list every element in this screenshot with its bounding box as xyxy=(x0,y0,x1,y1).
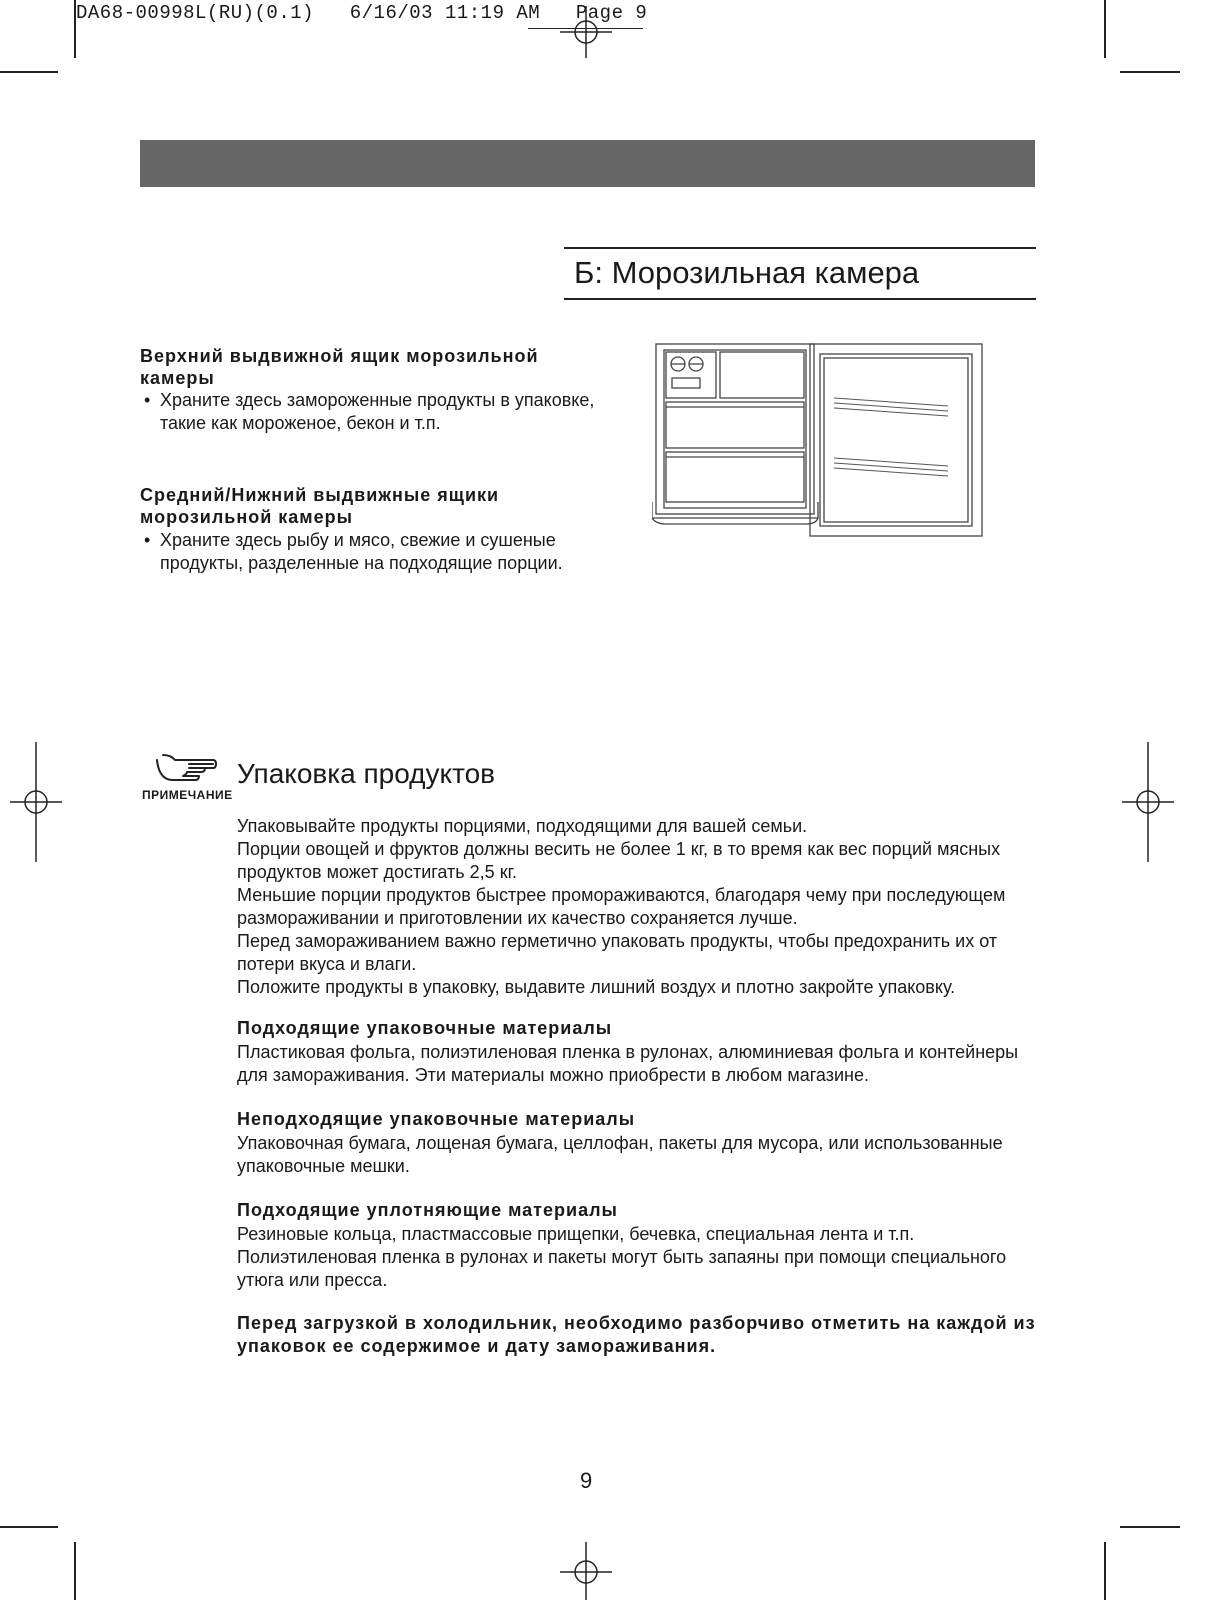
note-label: ПРИМЕЧАНИЕ xyxy=(142,788,233,802)
labeling-instruction: Перед загрузкой в холодильник, необходимо разборчиво отметить на каждой из упаковок ее содержимое и дату замораживания. xyxy=(237,1313,1036,1356)
header-bar xyxy=(140,140,1035,187)
top-drawer-text: Храните здесь замороженные продукты в упаковке, такие как мороженое, бекон и т.п. xyxy=(160,390,595,433)
registration-mark-left xyxy=(10,742,62,862)
print-slug: DA68-00998L(RU)(0.1) 6/16/03 11:19 AM Page 9 xyxy=(76,2,648,24)
suitable-materials-text: Пластиковая фольга, полиэтиленовая пленка в рулонах, алюминиевая фольга и контейнеры для замораживания. Эти материалы можно приобрести в любом магазине. xyxy=(237,1042,1019,1085)
mid-low-drawer-bullet xyxy=(140,529,600,575)
bullet-icon: • xyxy=(144,390,151,410)
section-rule-top xyxy=(564,247,1036,249)
suitable-materials-heading: Подходящие упаковочные материалы xyxy=(237,1018,613,1038)
section-title: Б: Морозильная камера xyxy=(574,255,920,290)
unsuitable-materials-heading: Неподходящие упаковочные материалы xyxy=(237,1109,636,1129)
packing-paragraph-5: Положите продукты в упаковку, выдавите лишний воздух и плотно закройте упаковку. xyxy=(237,977,956,997)
sealing-materials-text-1: Резиновые кольца, пластмассовые прищепки, бечевка, специальная лента и т.п. xyxy=(237,1224,915,1244)
packing-paragraph-1: Упаковывайте продукты порциями, подходящими для вашей семьи. xyxy=(237,816,808,836)
pointing-hand-icon xyxy=(155,752,217,786)
top-drawer-bullet xyxy=(140,389,600,435)
packing-title: Упаковка продуктов xyxy=(237,758,496,789)
unsuitable-materials-text: Упаковочная бумага, лощеная бумага, целлофан, пакеты для мусора, или использованные упаковочные мешки. xyxy=(237,1133,1003,1176)
slug-underline xyxy=(528,28,643,29)
mid-low-drawer-heading: Средний/Нижний выдвижные ящики морозильной камеры xyxy=(140,485,500,527)
top-drawer-heading: Верхний выдвижной ящик морозильной камеры xyxy=(140,346,539,388)
sealing-materials-heading: Подходящие уплотняющие материалы xyxy=(237,1200,618,1220)
packing-paragraph-3: Меньшие порции продуктов быстрее промораживаются, благодаря чему при последующем размораживании и приготовлении их качество сохраняется лучше. xyxy=(237,885,1006,928)
bullet-icon: • xyxy=(144,530,151,550)
packing-paragraph-2: Порции овощей и фруктов должны весить не более 1 кг, в то время как вес порций мясных продуктов может достигать 2,5 кг. xyxy=(237,839,1001,882)
registration-mark-bottom xyxy=(560,1542,612,1600)
packing-paragraph-4: Перед замораживанием важно герметично упаковать продукты, чтобы предохранить их от потери вкуса и влаги. xyxy=(237,931,998,974)
page-number: 9 xyxy=(580,1468,593,1493)
sealing-materials-text-2: Полиэтиленовая пленка в рулонах и пакеты могут быть запаяны при помощи специального утюга или пресса. xyxy=(237,1247,1007,1290)
section-rule-bottom xyxy=(564,298,1036,300)
registration-mark-right xyxy=(1122,742,1174,862)
freezer-illustration xyxy=(652,340,992,540)
mid-low-drawer-text: Храните здесь рыбу и мясо, свежие и сушеные продукты, разделенные на подходящие порции. xyxy=(160,530,563,573)
